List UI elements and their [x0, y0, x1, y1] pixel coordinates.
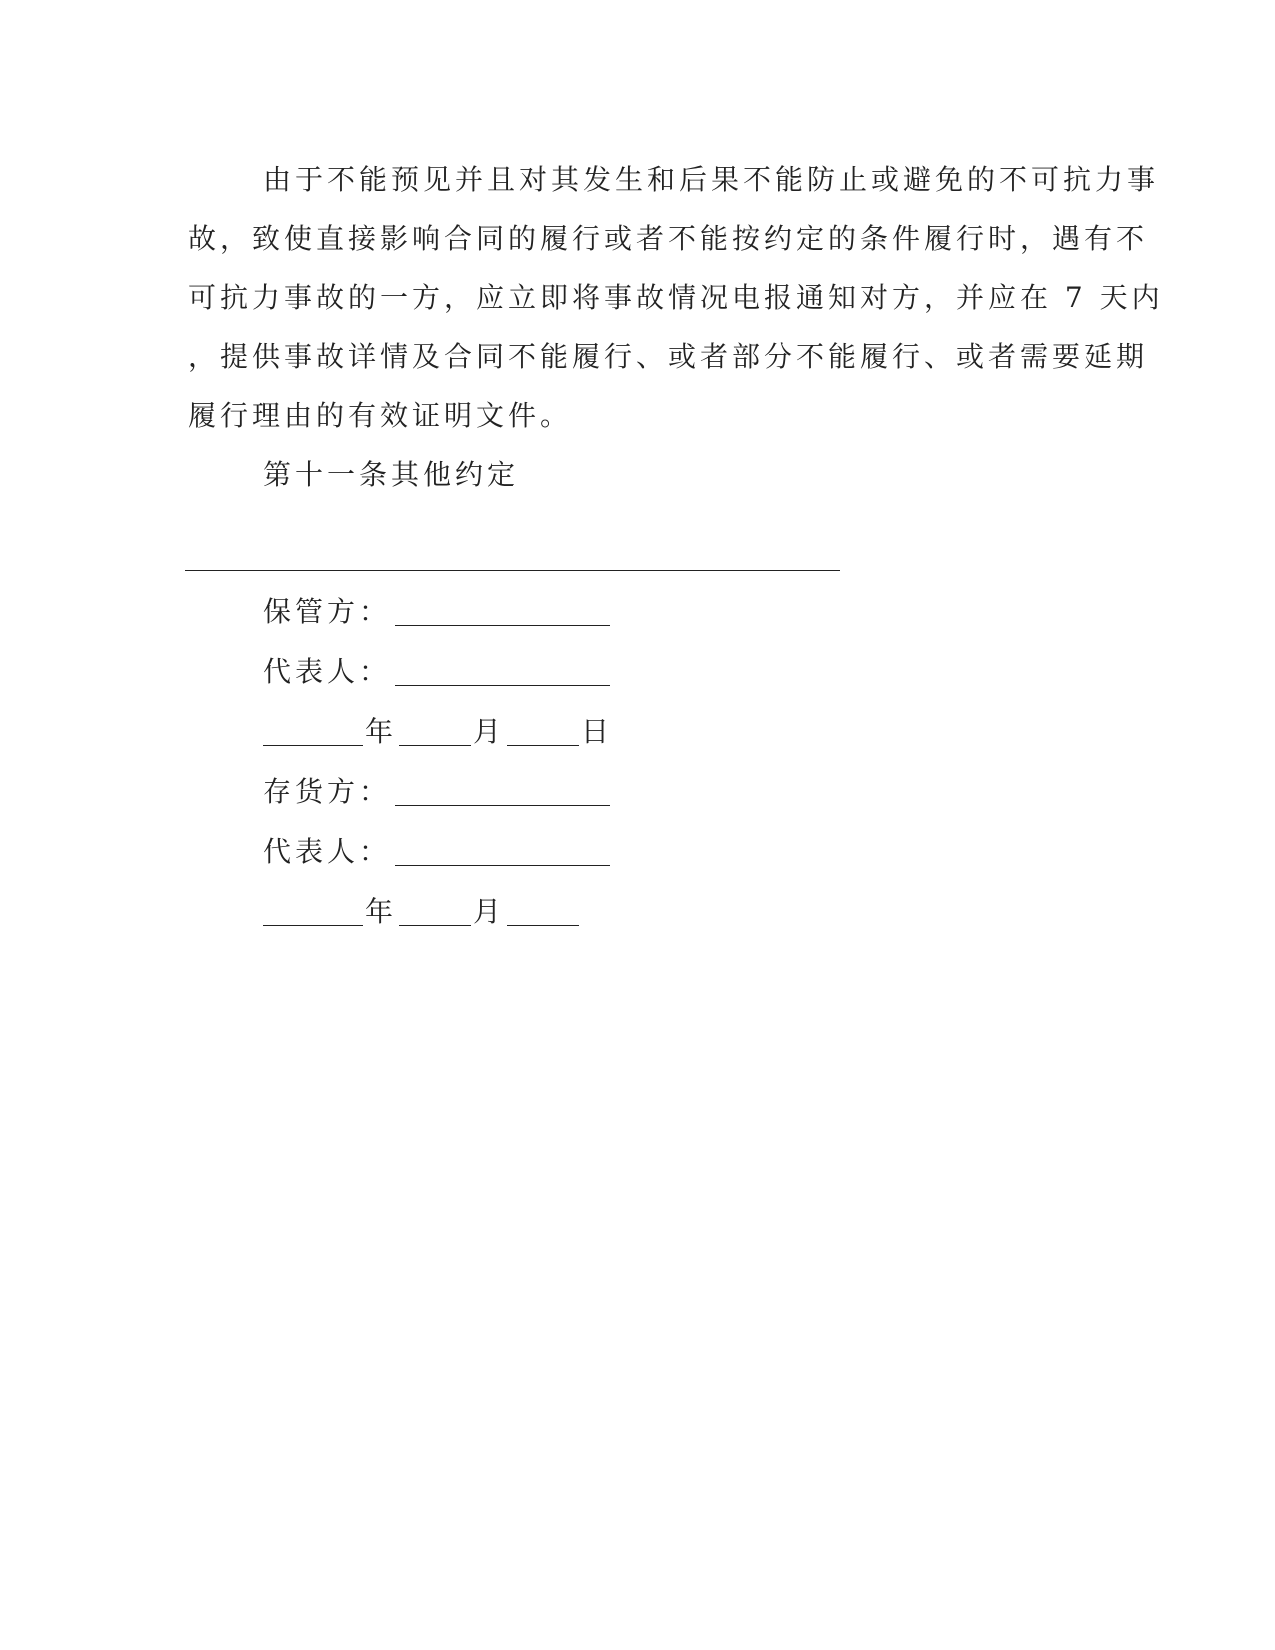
paragraph-line-4: ，提供事故详情及合同不能履行、或者部分不能履行、或者需要延期 [188, 340, 1149, 373]
day-blank[interactable] [507, 715, 579, 746]
year-blank[interactable] [263, 715, 363, 746]
custodian-signature-row [263, 590, 610, 630]
custodian-representative-row [263, 650, 610, 690]
depositor-representative-row [263, 830, 610, 870]
depositor-representative-blank[interactable] [395, 835, 610, 866]
depositor-label: 存货方： [263, 775, 392, 808]
month-blank[interactable] [399, 895, 471, 926]
month-blank[interactable] [399, 715, 471, 746]
month-label: 月 [473, 715, 506, 748]
paragraph-line-5: 履行理由的有效证明文件。 [188, 399, 573, 432]
representative-label: 代表人： [263, 655, 392, 688]
paragraph-line-2: 故，致使直接影响合同的履行或者不能按约定的条件履行时，遇有不 [188, 222, 1149, 255]
month-label: 月 [473, 895, 506, 928]
custodian-date-row [263, 710, 615, 750]
day-label: 日 [581, 715, 614, 748]
paragraph-line-1: 由于不能预见并且对其发生和后果不能防止或避免的不可抗力事 [263, 163, 1160, 196]
depositor-signature-row [263, 770, 610, 810]
depositor-signature-blank[interactable] [395, 775, 610, 806]
article-heading: 第十一条其他约定 [263, 458, 520, 491]
other-terms-blank-line[interactable] [185, 570, 840, 571]
year-label: 年 [365, 715, 398, 748]
custodian-representative-blank[interactable] [395, 655, 610, 686]
representative-label: 代表人： [263, 835, 392, 868]
year-blank[interactable] [263, 895, 363, 926]
paragraph-line-3: 可抗力事故的一方，应立即将事故情况电报通知对方，并应在 7 天内 [188, 281, 1164, 314]
custodian-label: 保管方： [263, 595, 392, 628]
custodian-signature-blank[interactable] [395, 595, 610, 626]
year-label: 年 [365, 895, 398, 928]
depositor-date-row [263, 890, 579, 930]
day-blank[interactable] [507, 895, 579, 926]
